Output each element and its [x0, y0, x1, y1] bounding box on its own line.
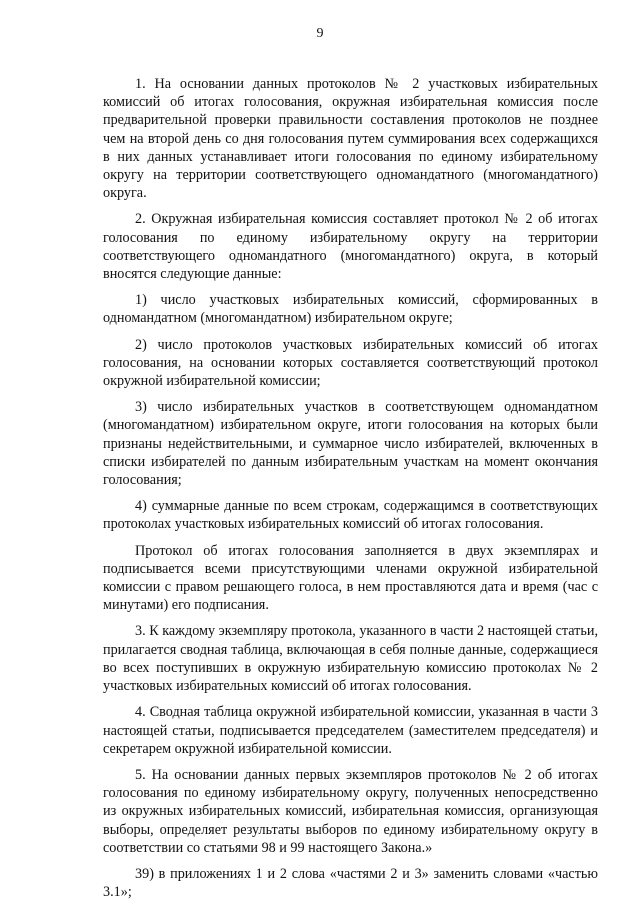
document-body [103, 75, 598, 909]
paragraph-4-table-signatures: 4. Сводная таблица окружной избирательной комиссии, указанная в части 3 настоящей статьи, подписывается председателем (заместителем председателя) и секретарем окружной избирательной комиссии. [103, 704, 598, 757]
list-item-3-invalidated-precincts: 3) число избирательных участков в соответствующем одномандатном (многомандатном) избирательном округе, итоги голосования на которых были признаны недействительными, и суммарное число избирателей, включенных в списки избирателей по данным избирательным участкам на момент окончания голосования; [103, 399, 598, 489]
paragraph-5-election-results: 5. На основании данных первых экземпляров протоколов № 2 об итогах голосования по единому избирательному округу, полученных непосредственно из окружных избирательных комиссий, избирательная комиссия, организующая выборы, определяет результаты выборов по единому избирательному округу в соответствии со статьями 98 и 99 настоящего Закона.» [103, 766, 598, 856]
list-item-1-number-of-commissions: 1) число участковых избирательных комиссий, сформированных в одномандатном (многомандатном) избирательном округе; [103, 292, 598, 327]
paragraph-protocol-signing: Протокол об итогах голосования заполняется в двух экземплярах и подписывается всеми присутствующими членами окружной избирательной комиссии с правом решающего голоса, в нем проставляются дата и время (час с минутами) его подписания. [103, 542, 598, 614]
amendment-item-39: 39) в приложениях 1 и 2 слова «частями 2 и 3» заменить словами «частью 3.1»; [103, 865, 598, 901]
list-item-4-summary-data: 4) суммарные данные по всем строкам, содержащимся в соответствующих протоколах участковых избирательных комиссий об итогах голосования. [103, 498, 598, 533]
paragraph-1-summation-of-protocols: 1. На основании данных протоколов № 2 участковых избирательных комиссий об итогах голосования, окружная избирательная комиссия после предварительной проверки правильности составления протоколов не позднее чем на второй день со дня голосования путем суммирования всех содержащихся в них данных устанавливает итоги голосования по единому избирательному округу на территории соответствующего одномандатного (многомандатного) округа. [103, 76, 598, 202]
paragraph-2-district-protocol: 2. Окружная избирательная комиссия составляет протокол № 2 об итогах голосования по единому избирательному округу на территории соответствующего одномандатного (многомандатного) округа, в который вносятся следующие данные: [103, 211, 598, 283]
list-item-2-number-of-protocols: 2) число протоколов участковых избирательных комиссий об итогах голосования, на основании которых составляется соответствующий протокол окружной избирательной комиссии; [103, 336, 598, 390]
page-number: 9 [316, 26, 324, 41]
paragraph-3-summary-table: 3. К каждому экземпляру протокола, указанного в части 2 настоящей статьи, прилагается сводная таблица, включающая в себя полные данные, содержащиеся во всех поступивших в окружную избирательную комиссию протоколах № 2 участковых избирательных комиссий об итогах голосования. [103, 623, 598, 695]
